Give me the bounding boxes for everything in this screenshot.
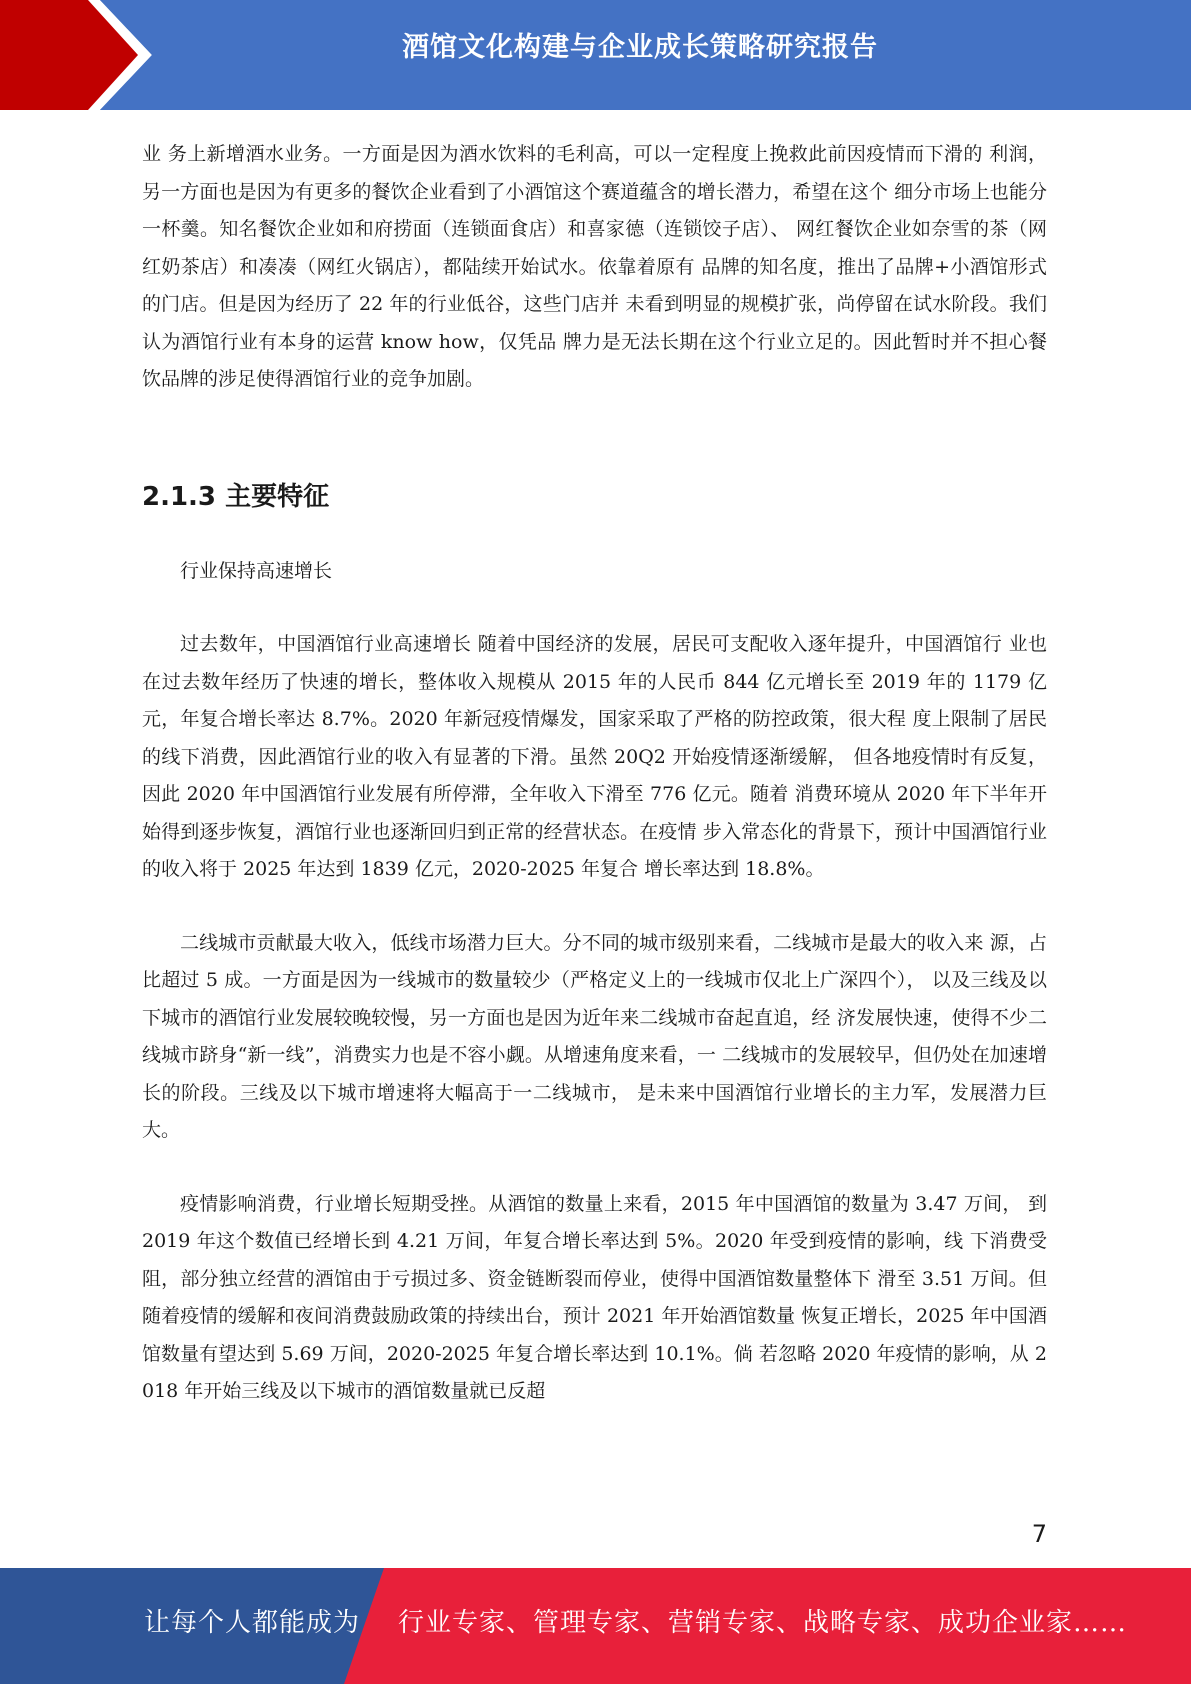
- paragraph-industry-growth: 过去数年，中国酒馆行业高速增长 随着中国经济的发展，居民可支配收入逐年提升，中国酒馆行 业也在过去数年经历了快速的增长，整体收入规模从 2015 年的人民币 844 亿元增长至 2019 年的 1179 亿元，年复合增长率达 8.7%。2020 年新冠疫情爆发，国家采取了严格的防控政策，很大程 度上限制了居民的线下消费，因此酒馆行业的收入有显著的下滑。虽然 20Q2 开始疫情逐渐缓解， 但各地疫情时有反复，因此 2020 年中国酒馆行业发展有所停滞，全年收入下滑至 776 亿元。随着 消费环境从 2020 年下半年开始得到逐步恢复，酒馆行业也逐渐回归到正常的经营状态。在疫情 步入常态化的背景下，预计中国酒馆行业的收入将于 2025 年达到 1839 亿元，2020-2025 年复合 增长率达到 18.8%。: [142, 633, 1047, 880]
- paragraph-city-tiers: 二线城市贡献最大收入，低线市场潜力巨大。分不同的城市级别来看，二线城市是最大的收入来 源，占比超过 5 成。一方面是因为一线城市的数量较少（严格定义上的一线城市仅北上广深四个）， 以及三线及以下城市的酒馆行业发展较晚较慢，另一方面也是因为近年来二线城市奋起直追，经 济发展快速，使得不少二线城市跻身“新一线”，消费实力也是不容小觑。从增速角度来看，一 二线城市的发展较早，但仍处在加速增长的阶段。三线及以下城市增速将大幅高于一二线城市， 是未来中国酒馆行业增长的主力军，发展潜力巨大。: [142, 931, 1047, 1141]
- page-footer: [0, 1568, 1191, 1684]
- subheading-growth: 行业保持高速增长: [180, 559, 333, 582]
- header-chevron-decoration: [0, 0, 160, 110]
- footer-slogan-left: 让每个人都能成为: [144, 1608, 361, 1638]
- section-heading: 2.1.3 主要特征: [142, 481, 330, 512]
- page-number: 7: [1031, 1520, 1047, 1548]
- report-title: 酒馆文化构建与企业成长策略研究报告: [402, 32, 878, 63]
- page-header: [0, 0, 1191, 110]
- paragraph-pandemic-impact: 疫情影响消费，行业增长短期受挫。从酒馆的数量上来看，2015 年中国酒馆的数量为 3.47 万间， 到 2019 年这个数值已经增长到 4.21 万间，年复合增长率达到 5%。2020 年受到疫情的影响，线 下消费受阻，部分独立经营的酒馆由于亏损过多、资金链断裂而停业，使得中国酒馆数量整体下 滑至 3.51 万间。但随着疫情的缓解和夜间消费鼓励政策的持续出台，预计 2021 年开始酒馆数量 恢复正增长，2025 年中国酒馆数量有望达到 5.69 万间，2020-2025 年复合增长率达到 10.1%。倘 若忽略 2020 年疫情的影响，从 2018 年开始三线及以下城市的酒馆数量就已反超: [142, 1192, 1047, 1402]
- footer-slogan-right: 行业专家、管理专家、营销专家、战略专家、成功企业家……: [398, 1608, 1128, 1638]
- spacer: [142, 399, 1047, 477]
- spacer: [142, 1150, 1047, 1186]
- spacer: [142, 517, 1047, 553]
- page-content: [142, 136, 1047, 1411]
- spacer: [142, 590, 1047, 626]
- intro-paragraph: 业 务上新增酒水业务。一方面是因为酒水饮料的毛利高，可以一定程度上挽救此前因疫情而下滑的 利润，另一方面也是因为有更多的餐饮企业看到了小酒馆这个赛道蕴含的增长潜力，希望在这个 细分市场上也能分一杯羹。知名餐饮企业如和府捞面（连锁面食店）和喜家德（连锁饺子店）、 网红餐饮企业如奈雪的茶（网红奶茶店）和凑凑（网红火锅店），都陆续开始试水。依靠着原有 品牌的知名度，推出了品牌+小酒馆形式的门店。但是因为经历了 22 年的行业低谷，这些门店并 未看到明显的规模扩张，尚停留在试水阶段。我们认为酒馆行业有本身的运营 know how，仅凭品 牌力是无法长期在这个行业立足的。因此暂时并不担心餐饮品牌的涉足使得酒馆行业的竞争加剧。: [142, 143, 1047, 390]
- spacer: [142, 889, 1047, 925]
